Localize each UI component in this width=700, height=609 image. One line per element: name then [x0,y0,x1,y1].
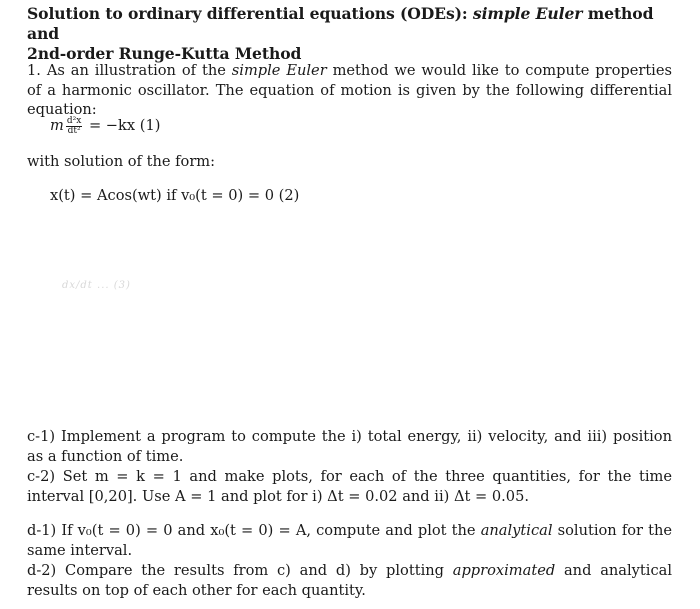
intro-emphasis: simple Euler [231,62,327,79]
blank-region [27,300,672,420]
equation-2: x(t) = Acos(wt) if v₀(t = 0) = 0 (2) [50,187,300,204]
equation-1: m $\frac{\text{d²x}}{\text{dt²}}$ = −kx (1) [50,115,161,136]
intro-paragraph: 1. As an illustration of the simple Euler method we would like to compute properties of a harmonic oscillator. The equation of motion is given by the following differential equation: [27,62,672,118]
faint-hidden-equation: dx/dt ... (3) [62,280,131,291]
document-title: Solution to ordinary differential equations (ODEs): simple Euler method and 2nd-order Runge-Kutta Method [27,4,654,63]
task-c2: c-2) Set m = k = 1 and make plots, for each of the three quantities, for the time interval [0,20]. Use A = 1 and plot for i) Δt = 0.02 and ii) Δt = 0.05. [27,468,672,505]
d2-emphasis: approximated [452,562,556,579]
second-derivative-fraction: $\frac{\text{d²x}}{\text{dt²}}$ [66,115,82,136]
task-d1: d-1) If v₀(t = 0) = 0 and x₀(t = 0) = A, compute and plot the analytical solution for the same interval. [27,522,673,559]
solution-intro: with solution of the form: [27,153,216,170]
title-line-2: 2nd-order Runge-Kutta Method [27,44,302,63]
d1-emphasis: analytical [480,522,553,539]
task-d2: d-2) Compare the results from c) and d) by plotting approximated and analytical results on top of each other for each quantity. [27,562,672,599]
title-emphasis: simple Euler [472,4,583,23]
task-c1: c-1) Implement a program to compute the i) total energy, ii) velocity, and iii) position as a function of time. [27,428,672,465]
